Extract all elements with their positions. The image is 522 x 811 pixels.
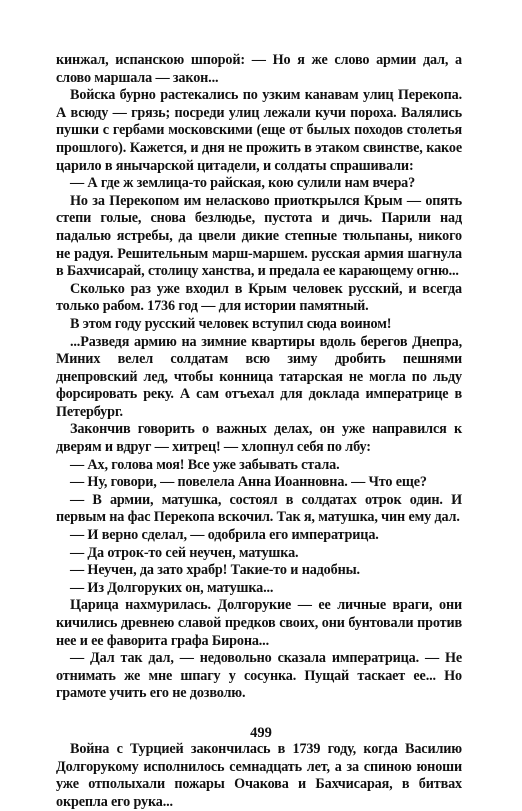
paragraph: кинжал, испанскою шпорой: — Но я же слово армии дал, а слово маршала — закон... (56, 52, 462, 86)
paragraph: Сколько раз уже входил в Крым человек русский, и всегда только рабом. 1736 год — для истории памятный. (56, 280, 462, 315)
paragraph: Войска бурно растекались по узким канавам улиц Перекопа. А всюду — грязь; посреди улиц лежали кучи пороха. Валялись пушки с гербами московскими (еще от былых походов столетья прошлого). Кажется, и дня не прожить в этаком свинстве, какое царило в янычарской цитадели, и солдаты спрашивали: (56, 87, 462, 174)
paragraph: — В армии, матушка, состоял в солдатах отрок один. И первым на фас Перекопа вскочил. Так я, матушка, чин ему дал. (56, 491, 462, 526)
paragraph: — Да отрок-то сей неучен, матушка. (70, 544, 299, 561)
paragraph: — Дал так дал, — недовольно сказала императрица. — Не отнимать же мне шпагу у сосунка. Пущай таскает ее... Но грамоте учить его не дозволю. (56, 650, 462, 702)
paragraph: Царица нахмурилась. Долгорукие — ее личные враги, они кичились древнею славой предков своих, они бунтовали против нее и ее фаворита графа Бирона... (56, 597, 462, 649)
paragraph: Но за Перекопом им неласково приоткрылся Крым — опять степи голые, снова безлюдье, пустота и дичь. Парили над падалью ястребы, да цвели дикие степные тюльпаны, никого не радуя. Решительным марш-маршем. русская армия шагнула в Бахчисарай, столицу ханства, и предала ее карающему огню... (56, 192, 462, 280)
paragraph: — Из Долгоруких он, матушка... (70, 579, 274, 596)
paragraph: — И верно сделал, — одобрила его императрица. (70, 527, 379, 544)
paragraph: Война с Турцией закончилась в 1739 году, когда Василию Долгорукому исполнилось семнадцать лет, а за спиною юноши уже отполыхали пожары Очакова и Бахчисарая, в битвах окрепла его рука... (56, 740, 462, 810)
page-number: 499 (250, 725, 272, 741)
paragraph: В этом году русский человек вступил сюда воином! (70, 315, 392, 332)
paragraph: — А где ж землица-то райская, кою сулили нам вчера? (70, 175, 416, 192)
paragraph: — Ну, говори, — повелела Анна Иоанновна. — Что еще? (70, 474, 427, 491)
page-body (56, 52, 462, 811)
paragraph: ...Разведя армию на зимние квартиры вдоль берегов Днепра, Миних велел солдатам всю зиму дробить пешнями днепровский лед, чтобы конница татарская не могла по льду форсировать реку. А сам отъехал для доклада императрице в Петербург. (56, 333, 462, 420)
paragraph: — Неучен, да зато храбр! Такие-то и надобны. (70, 562, 360, 579)
paragraph: — Ах, голова моя! Все уже забывать стала. (70, 456, 340, 473)
paragraph: Закончив говорить о важных делах, он уже направился к дверям и вдруг — хитрец! — хлопнул себя по лбу: (56, 421, 462, 456)
